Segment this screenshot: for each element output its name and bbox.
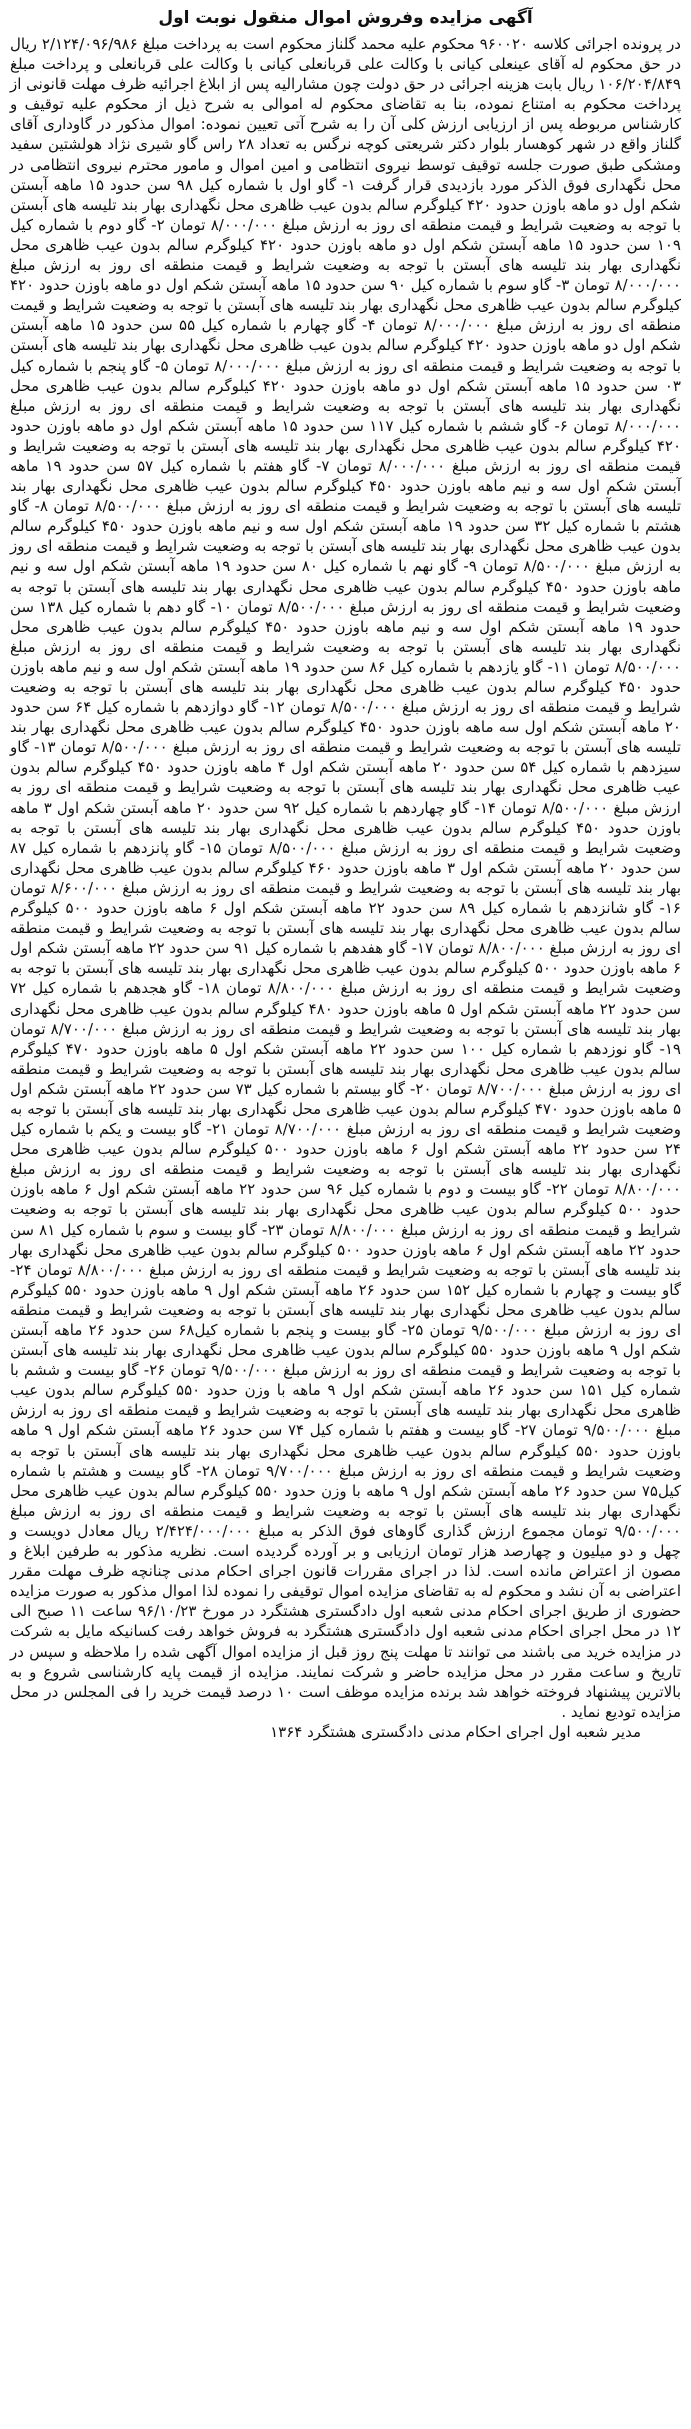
notice-title: آگهی مزایده وفروش اموال منقول نوبت اول (158, 8, 533, 28)
notice-body: در پرونده اجرائی کلاسه ۹۶۰۰۲۰ محکوم علیه محمد گلناز محکوم است به پرداخت مبلغ ۲/۱۲۴/۰۹۶/۹۸۶ ریال در حق محکوم له آقای عینعلی کیانی با وکالت علی قربانعلی کیانی با وکالت علی قربانعلی و پرداخت مبلغ ۱۰۶/۲۰۴/۸۴۹ ریال بابت هزینه اجرائی در حق دولت چون مشارالیه پس از ابلاغ اجرائیه ظرف مهلت قانونی از پرداخت محکوم به امتناع نموده، بنا به تقاضای محکوم له اموالی به شرح ذیل از محکوم علیه توقیف و کارشناس مربوطه پس از ارزیابی ارزش کلی آن را به شرح آتی تعیین نموده: اموال مذکور در گاوداری آقای گلناز واقع در شهر کوهسار بلوار دکتر شریعتی کوچه نرگس به تعداد ۲۸ راس گاو شیری نژاد هولشتین سفید ومشکی طبق صورت جلسه توقیف توسط نیروی انتظامی و امین اموال و مامور محترم نیروی انتظامی در محل نگهداری فوق الذکر مورد بازدیدی قرار گرفت ۱- گاو اول با شماره کیل ۹۸ سن حدود ۱۵ ماهه آبستن شکم اول دو ماهه باوزن حدود ۴۲۰ کیلوگرم سالم بدون عیب ظاهری محل نگهداری بهار بند تلیسه های آبستن با توجه به وضعیت شرایط و قیمت منطقه ای روز به ارزش مبلغ ۸/۰۰۰/۰۰۰ تومان ۲- گاو دوم با شماره کیل ۱۰۹ سن حدود ۱۵ ماهه آبستن شکم اول دو ماهه باوزن حدود ۴۲۰ کیلوگرم سالم بدون عیب ظاهری محل نگهداری بهار بند تلیسه های آبستن با توجه به وضعیت شرایط و قیمت منطقه ای روز به ارزش مبلغ ۸/۰۰۰/۰۰۰ تومان ۳- گاو سوم با شماره کیل ۹۰ سن حدود ۱۵ ماهه آبستن شکم اول دو ماهه باوزن حدود ۴۲۰ کیلوگرم سالم بدون عیب ظاهری محل نگهداری بهار بند تلیسه های آبستن با توجه به وضعیت شرایط و قیمت منطقه ای روز به ارزش مبلغ ۸/۰۰۰/۰۰۰ تومان ۴- گاو چهارم با شماره کیل ۵۵ سن حدود ۱۵ ماهه آبستن شکم اول دو ماهه باوزن حدود ۴۲۰ کیلوگرم سالم بدون عیب ظاهری محل نگهداری بهار بند تلیسه های آبستن با توجه به وضعیت شرایط و قیمت منطقه ای روز به ارزش مبلغ ۸/۰۰۰/۰۰۰ تومان ۵- گاو پنجم با شماره کیل ۰۳ سن حدود ۱۵ ماهه آبستن شکم اول دو ماهه باوزن حدود ۴۲۰ کیلوگرم سالم بدون عیب ظاهری محل نگهداری بهار بند تلیسه های آبستن با توجه به وضعیت شرایط و قیمت منطقه ای روز به ارزش مبلغ ۸/۰۰۰/۰۰۰ تومان ۶- گاو ششم با شماره کیل ۱۱۷ سن حدود ۱۵ ماهه آبستن شکم اول دو ماهه باوزن حدود ۴۲۰ کیلوگرم سالم بدون عیب ظاهری محل نگهداری بهار بند تلیسه های آبستن با توجه به وضعیت شرایط و قیمت منطقه ای روز به ارزش مبلغ ۸/۰۰۰/۰۰۰ تومان ۷- گاو هفتم با شماره کیل ۵۷ سن حدود ۱۹ ماهه آبستن شکم اول سه و نیم ماهه باوزن حدود ۴۵۰ کیلوگرم سالم بدون عیب ظاهری محل نگهداری بهار بند تلیسه های آبستن با توجه به وضعیت شرایط و قیمت منطقه ای روز به ارزش مبلغ ۸/۵۰۰/۰۰۰ تومان ۸- گاو هشتم با شماره کیل ۳۲ سن حدود ۱۹ ماهه آبستن شکم اول سه و نیم ماهه باوزن حدود ۴۵۰ کیلوگرم سالم بدون عیب ظاهری محل نگهداری بهار بند تلیسه های آبستن با توجه به وضعیت شرایط و قیمت منطقه ای روز به ارزش مبلغ ۸/۵۰۰/۰۰۰ تومان ۹- گاو نهم با شماره کیل ۸۰ سن حدود ۱۹ ماهه آبستن شکم اول سه و نیم ماهه باوزن حدود ۴۵۰ کیلوگرم سالم بدون عیب ظاهری محل نگهداری بهار بند تلیسه های آبستن با توجه به وضعیت شرایط و قیمت منطقه ای روز به ارزش مبلغ ۸/۵۰۰/۰۰۰ تومان ۱۰- گاو دهم با شماره کیل ۱۳۸ سن حدود ۱۹ ماهه آبستن شکم اول سه و نیم ماهه باوزن حدود ۴۵۰ کیلوگرم سالم بدون عیب ظاهری محل نگهداری بهار بند تلیسه های آبستن با توجه به وضعیت شرایط و قیمت منطقه ای روز به ارزش مبلغ ۸/۵۰۰/۰۰۰ تومان ۱۱- گاو یازدهم با شماره کیل ۸۶ سن حدود ۱۹ ماهه آبستن شکم اول سه و نیم ماهه باوزن حدود ۴۵۰ کیلوگرم سالم بدون عیب ظاهری محل نگهداری بهار بند تلیسه های آبستن با توجه به وضعیت شرایط و قیمت منطقه ای روز به ارزش مبلغ ۸/۵۰۰/۰۰۰ تومان ۱۲- گاو دوازدهم با شماره کیل ۶۴ سن حدود ۲۰ ماهه آبستن شکم اول سه ماهه باوزن حدود ۴۵۰ کیلوگرم سالم بدون عیب ظاهری محل نگهداری بهار بند تلیسه های آبستن با توجه به وضعیت شرایط و قیمت منطقه ای روز به ارزش مبلغ ۸/۵۰۰/۰۰۰ تومان ۱۳- گاو سیزدهم با شماره کیل ۵۴ سن حدود ۲۰ ماهه آبستن شکم اول ۴ ماهه باوزن حدود ۴۵۰ کیلوگرم سالم بدون عیب ظاهری محل نگهداری بهار بند تلیسه های آبستن با توجه به وضعیت شرایط و قیمت منطقه ای روز به ارزش مبلغ ۸/۵۰۰/۰۰۰ تومان ۱۴- گاو چهاردهم با شماره کیل ۹۲ سن حدود ۲۰ ماهه آبستن شکم اول ۳ ماهه باوزن حدود ۴۵۰ کیلوگرم سالم بدون عیب ظاهری محل نگهداری بهار بند تلیسه های آبستن با توجه به وضعیت شرایط و قیمت منطقه ای روز به ارزش مبلغ ۸/۵۰۰/۰۰۰ تومان ۱۵- گاو پانزدهم با شماره کیل ۸۷ سن حدود ۲۰ ماهه آبستن شکم اول ۳ ماهه باوزن حدود ۴۶۰ کیلوگرم سالم بدون عیب ظاهری محل نگهداری بهار بند تلیسه های آبستن با توجه به وضعیت شرایط و قیمت منطقه ای روز به ارزش مبلغ ۸/۶۰۰/۰۰۰ تومان ۱۶- گاو شانزدهم با شماره کیل ۸۹ سن حدود ۲۲ ماهه آبستن شکم اول ۶ ماهه باوزن حدود ۵۰۰ کیلوگرم سالم بدون عیب ظاهری محل نگهداری بهار بند تلیسه های آبستن با توجه به وضعیت شرایط و قیمت منطقه ای روز به ارزش مبلغ ۸/۸۰۰/۰۰۰ تومان ۱۷- گاو هفدهم با شماره کیل ۹۱ سن حدود ۲۲ ماهه آبستن شکم اول ۶ ماهه باوزن حدود ۵۰۰ کیلوگرم سالم بدون عیب ظاهری محل نگهداری بهار بند تلیسه های آبستن با توجه به وضعیت شرایط و قیمت منطقه ای روز به ارزش مبلغ ۸/۸۰۰/۰۰۰ تومان ۱۸- گاو هجدهم با شماره کیل ۷۲ سن حدود ۲۲ ماهه آبستن شکم اول ۵ ماهه باوزن حدود ۴۸۰ کیلوگرم سالم بدون عیب ظاهری محل نگهداری بهار بند تلیسه های آبستن با توجه به وضعیت شرایط و قیمت منطقه ای روز به ارزش مبلغ ۸/۷۰۰/۰۰۰ تومان ۱۹- گاو نوزدهم با شماره کیل ۱۰۰ سن حدود ۲۲ ماهه آبستن شکم اول ۵ ماهه باوزن حدود ۴۷۰ کیلوگرم سالم بدون عیب ظاهری محل نگهداری بهار بند تلیسه های آبستن با توجه به وضعیت شرایط و قیمت منطقه ای روز به ارزش مبلغ ۸/۷۰۰/۰۰۰ تومان ۲۰- گاو بیستم با شماره کیل ۷۳ سن حدود ۲۲ ماهه آبستن شکم اول ۵ ماهه باوزن حدود ۴۷۰ کیلوگرم سالم بدون عیب ظاهری محل نگهداری بهار بند تلیسه های آبستن با توجه به وضعیت شرایط و قیمت منطقه ای روز به ارزش مبلغ ۸/۷۰۰/۰۰۰ تومان ۲۱- گاو بیست و یکم با شماره کیل ۲۴ سن حدود ۲۲ ماهه آبستن شکم اول ۶ ماهه باوزن حدود ۵۰۰ کیلوگرم سالم بدون عیب ظاهری محل نگهداری بهار بند تلیسه های آبستن با توجه به وضعیت شرایط و قیمت منطقه ای روز به ارزش مبلغ ۸/۸۰۰/۰۰۰ تومان ۲۲- گاو بیست و دوم با شماره کیل ۹۶ سن حدود ۲۲ ماهه آبستن شکم اول ۶ ماهه باوزن حدود ۵۰۰ کیلوگرم سالم بدون عیب ظاهری محل نگهداری بهار بند تلیسه های آبستن با توجه به وضعیت شرایط و قیمت منطقه ای روز به ارزش مبلغ ۸/۸۰۰/۰۰۰ تومان ۲۳- گاو بیست و سوم با شماره کیل ۸۱ سن حدود ۲۲ ماهه آبستن شکم اول ۶ ماهه باوزن حدود ۵۰۰ کیلوگرم سالم بدون عیب ظاهری محل نگهداری بهار بند تلیسه های آبستن با توجه به وضعیت شرایط و قیمت منطقه ای روز به ارزش مبلغ ۸/۸۰۰/۰۰۰ تومان ۲۴- گاو بیست و چهارم با شماره کیل ۱۵۲ سن حدود ۲۶ ماهه آبستن شکم اول ۹ ماهه باوزن حدود ۵۵۰ کیلوگرم سالم بدون عیب ظاهری محل نگهداری بهار بند تلیسه های آبستن با توجه به وضعیت شرایط و قیمت منطقه ای روز به ارزش مبلغ ۹/۵۰۰/۰۰۰ تومان ۲۵- گاو بیست و پنجم با شماره کیل۶۸ سن حدود ۲۶ ماهه آبستن شکم اول ۹ ماهه باوزن حدود ۵۵۰ کیلوگرم سالم بدون عیب ظاهری محل نگهداری بهار بند تلیسه های آبستن با توجه به وضعیت شرایط و قیمت منطقه ای روز به ارزش مبلغ ۹/۵۰۰/۰۰۰ تومان ۲۶- گاو بیست و ششم با شماره کیل ۱۵۱ سن حدود ۲۶ ماهه آبستن شکم اول ۹ ماهه با وزن حدود ۵۵۰ کیلوگرم سالم بدون عیب ظاهری محل نگهداری بهار بند تلیسه های آبستن با توجه به وضعیت شرایط و قیمت منطقه ای روز به ارزش مبلغ ۹/۵۰۰/۰۰۰ تومان ۲۷- گاو بیست و هفتم با شماره کیل ۷۴ سن حدود ۲۶ ماهه آبستن شکم اول ۹ ماهه باوزن حدود ۵۵۰ کیلوگرم سالم بدون عیب ظاهری محل نگهداری بهار بند تلیسه های آبستن با توجه به وضعیت شرایط و قیمت منطقه ای روز به ارزش مبلغ ۹/۷۰۰/۰۰۰ تومان ۲۸- گاو بیست و هشتم با شماره کیل۷۵ سن حدود ۲۶ ماهه آبستن شکم اول ۹ ماهه با وزن حدود ۵۵۰ کیلوگرم سالم بدون عیب ظاهری محل نگهداری بهار بند تلیسه های آبستن با توجه به وضعیت شرایط و قیمت منطقه ای روز به ارزش مبلغ ۹/۵۰۰/۰۰۰ تومان مجموع ارزش گذاری گاوهای فوق الذکر به مبلغ ۲/۴۲۴/۰۰۰/۰۰۰ ریال معادل دویست و چهل و دو میلیون و چهارصد هزار تومان ارزیابی و بر آورده گردیده است. نظریه مذکور به طرفین ابلاغ و مصون از اعتراض مانده است. لذا در اجرای مقررات قانون اجرای احکام مدنی چنانچه ظرف مهلت مقرر اعتراضی به آن نشد و محکوم له به تقاضای مزایده اموال توقیفی را نموده لذا اموال مذکور به صورت مزایده حضوری از طریق اجرای احکام مدنی شعبه اول دادگستری هشتگرد در مورخ ۹۶/۱۰/۲۳ ساعت ۱۱ صبح الی ۱۲ در محل اجرای احکام مدنی شعبه اول دادگستری هشتگرد به فروش خواهد رفت کسانیکه مایل به شرکت در مزایده خرید می باشند می توانند تا مهلت پنج روز قبل از مزایده اموال آگهی شده را ملاحظه و سپس در تاریخ و ساعت مقرر در محل مزایده حاضر و شرکت نمایند. مزایده از قیمت پایه کارشناسی شروع و به بالاترین پیشنهاد فروخته خواهد شد برنده مزایده موظف است ۱۰ درصد قیمت خرید را فی المجلس در محل مزایده تودیع نماید . (10, 35, 682, 1721)
notice-footer: مدیر شعبه اول اجرای احکام مدنی دادگستری هشتگرد ۱۳۶۴ (270, 1722, 641, 1741)
